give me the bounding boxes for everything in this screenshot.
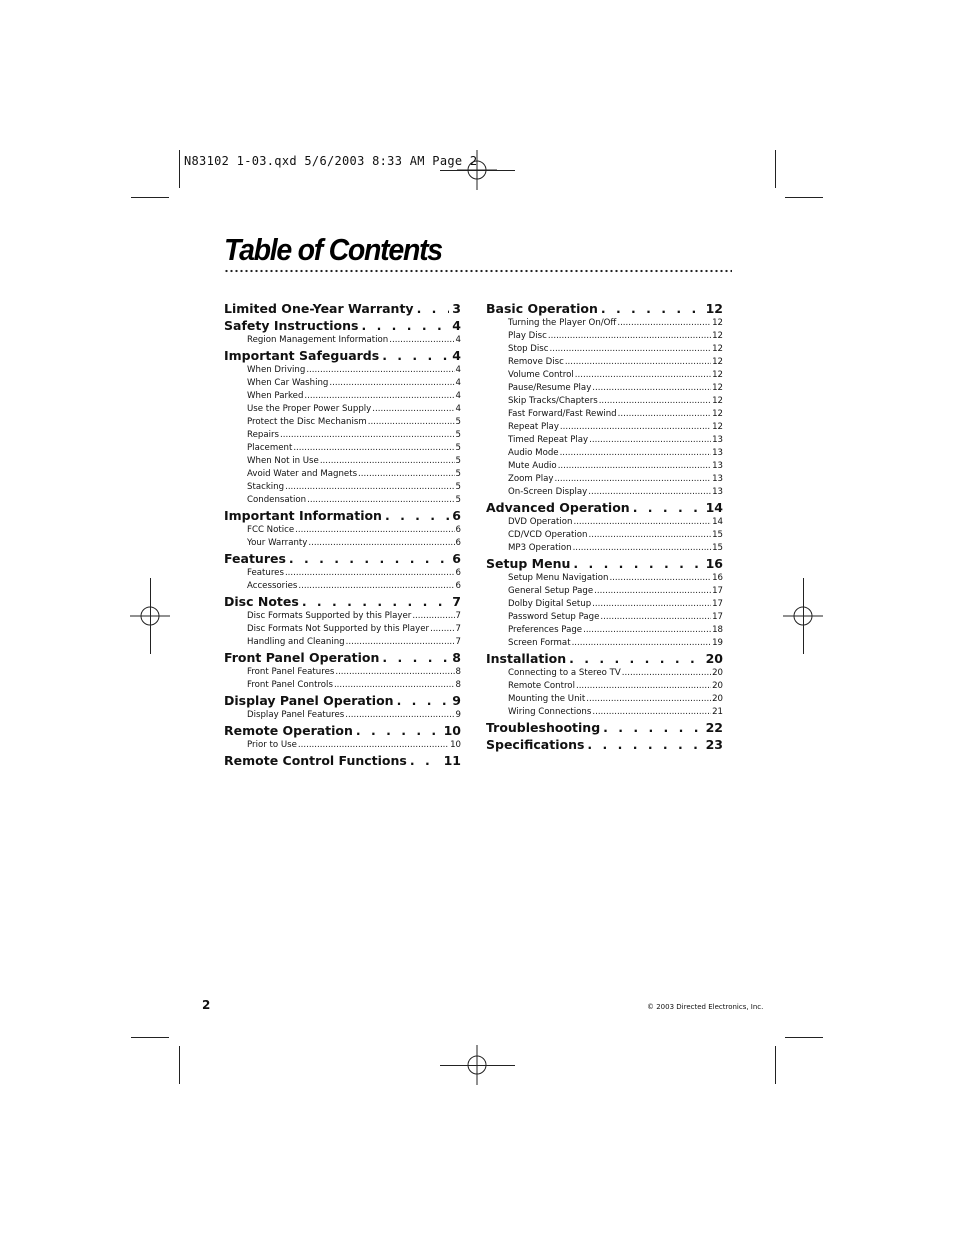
subentry-title: Volume Control xyxy=(508,370,574,380)
dot-leader xyxy=(599,395,711,408)
toc-subentry xyxy=(508,343,723,356)
subentry-page: 15 xyxy=(712,530,723,540)
dot-leader xyxy=(592,382,711,395)
subentry-page: 13 xyxy=(712,448,723,458)
toc-subentry xyxy=(247,442,461,455)
toc-section-entry xyxy=(224,692,461,709)
subentry-page: 4 xyxy=(455,391,461,401)
dot-leader xyxy=(609,572,711,585)
section-page: 6 xyxy=(452,551,461,566)
toc-subentry xyxy=(508,447,723,460)
toc-subentry xyxy=(508,421,723,434)
subentry-page: 13 xyxy=(712,474,723,484)
crop-mark xyxy=(131,1037,169,1038)
toc-subentry xyxy=(508,624,723,637)
subentry-title: Stop Disc xyxy=(508,344,549,354)
subentry-page: 5 xyxy=(455,417,461,427)
dot-leader xyxy=(280,429,455,442)
toc-subentry xyxy=(508,486,723,499)
subentry-title: Repairs xyxy=(247,430,279,440)
toc-subentry xyxy=(247,537,461,550)
subentry-title: Handling and Cleaning xyxy=(247,637,345,647)
subentry-title: Wiring Connections xyxy=(508,707,592,717)
subentry-page: 20 xyxy=(712,681,723,691)
dot-leader xyxy=(372,403,454,416)
section-title: Installation xyxy=(486,651,567,666)
toc-subentry xyxy=(508,330,723,343)
crop-mark xyxy=(179,1046,180,1084)
dot-leader xyxy=(594,585,711,598)
dot-leader xyxy=(298,580,454,593)
crop-mark xyxy=(803,578,804,654)
subentry-title: On-Screen Display xyxy=(508,487,588,497)
section-title: Limited One-Year Warranty xyxy=(224,301,414,316)
toc-subentry xyxy=(247,524,461,537)
toc-subentry xyxy=(247,679,461,692)
dot-leader xyxy=(618,408,711,421)
toc-subentry xyxy=(247,623,461,636)
section-title: Troubleshooting xyxy=(486,720,601,735)
toc-section-entry xyxy=(486,499,723,516)
subentry-title: Setup Menu Navigation xyxy=(508,573,609,583)
section-title: Advanced Operation xyxy=(486,500,630,515)
toc-subentry xyxy=(508,434,723,447)
subentry-title: Display Panel Features xyxy=(247,710,345,720)
dot-leader xyxy=(583,624,711,637)
dot-leader xyxy=(382,347,449,364)
dot-leader xyxy=(302,593,449,610)
dot-leader xyxy=(412,610,454,623)
toc-subentry xyxy=(508,667,723,680)
crop-mark xyxy=(440,170,515,171)
toc-subentry xyxy=(247,364,461,377)
subentry-title: Disc Formats Not Supported by this Player xyxy=(247,624,430,634)
dot-leader xyxy=(633,499,703,516)
subentry-page: 4 xyxy=(455,378,461,388)
dot-leader xyxy=(345,709,454,722)
toc-subentry xyxy=(247,416,461,429)
toc-section-entry xyxy=(486,555,723,572)
subentry-page: 7 xyxy=(455,624,461,634)
toc-section-entry xyxy=(224,317,461,334)
toc-section-entry xyxy=(486,650,723,667)
dot-leader xyxy=(356,722,441,739)
crop-mark xyxy=(785,197,823,198)
subentry-page: 6 xyxy=(455,538,461,548)
dot-leader xyxy=(306,364,454,377)
section-page: 4 xyxy=(452,318,461,333)
dot-leader xyxy=(410,752,441,769)
section-page: 10 xyxy=(443,723,461,738)
subentry-page: 5 xyxy=(455,482,461,492)
subentry-page: 6 xyxy=(455,525,461,535)
subentry-title: Avoid Water and Magnets xyxy=(247,469,358,479)
subentry-title: When Car Washing xyxy=(247,378,329,388)
subentry-title: Play Disc xyxy=(508,331,547,341)
toc-subentry xyxy=(508,369,723,382)
section-title: Important Information xyxy=(224,508,382,523)
dot-leader xyxy=(560,447,711,460)
dot-leader xyxy=(382,649,449,666)
dot-leader xyxy=(358,468,454,481)
subentry-title: Condensation xyxy=(247,495,307,505)
subentry-page: 4 xyxy=(455,404,461,414)
subentry-page: 13 xyxy=(712,435,723,445)
dot-leader xyxy=(346,636,455,649)
crop-mark xyxy=(775,1046,776,1084)
toc-subentry xyxy=(508,693,723,706)
subentry-title: Disc Formats Supported by this Player xyxy=(247,611,412,621)
toc-section-entry xyxy=(224,649,461,666)
subentry-page: 5 xyxy=(455,456,461,466)
dot-leader xyxy=(558,460,711,473)
dot-leader xyxy=(285,567,455,580)
toc-subentry xyxy=(508,572,723,585)
subentry-page: 12 xyxy=(712,331,723,341)
section-page: 6 xyxy=(452,508,461,523)
section-page: 8 xyxy=(452,650,461,665)
subentry-title: Prior to Use xyxy=(247,740,297,750)
dot-leader xyxy=(397,692,450,709)
toc-subentry xyxy=(247,455,461,468)
subentry-page: 12 xyxy=(712,383,723,393)
toc-subentry xyxy=(508,542,723,555)
toc-subentry xyxy=(247,739,461,752)
dot-leader xyxy=(576,680,711,693)
dot-leader xyxy=(589,529,712,542)
subentry-title: MP3 Operation xyxy=(508,543,572,553)
subentry-page: 20 xyxy=(712,668,723,678)
toc-subentry xyxy=(508,611,723,624)
toc-subentry xyxy=(247,567,461,580)
toc-right-column xyxy=(486,300,723,753)
subentry-title: Accessories xyxy=(247,581,298,591)
dot-leader xyxy=(588,486,711,499)
subentry-title: General Setup Page xyxy=(508,586,594,596)
dot-leader xyxy=(334,679,455,692)
dot-leader xyxy=(573,516,711,529)
dot-leader xyxy=(587,736,702,753)
toc-section-entry xyxy=(224,300,461,317)
dot-leader xyxy=(389,334,454,347)
subentry-page: 12 xyxy=(712,357,723,367)
section-page: 12 xyxy=(705,301,723,316)
subentry-title: Preferences Page xyxy=(508,625,583,635)
dot-leader xyxy=(592,706,711,719)
section-page: 14 xyxy=(705,500,723,515)
subentry-title: Placement xyxy=(247,443,293,453)
subentry-page: 5 xyxy=(455,469,461,479)
section-title: Front Panel Operation xyxy=(224,650,380,665)
subentry-title: DVD Operation xyxy=(508,517,573,527)
subentry-title: Skip Tracks/Chapters xyxy=(508,396,598,406)
subentry-page: 10 xyxy=(450,740,461,750)
subentry-page: 13 xyxy=(712,487,723,497)
dot-leader xyxy=(592,598,711,611)
section-title: Disc Notes xyxy=(224,594,299,609)
subentry-title: Connecting to a Stereo TV xyxy=(508,668,621,678)
dot-leader xyxy=(569,650,702,667)
crop-mark xyxy=(150,578,151,654)
dot-leader xyxy=(554,473,711,486)
dot-leader xyxy=(617,317,711,330)
subentry-title: Protect the Disc Mechanism xyxy=(247,417,367,427)
dot-leader xyxy=(622,667,711,680)
subentry-title: Fast Forward/Fast Rewind xyxy=(508,409,617,419)
toc-subentry xyxy=(508,585,723,598)
toc-subentry xyxy=(508,382,723,395)
subentry-page: 18 xyxy=(712,625,723,635)
toc-section-entry xyxy=(224,593,461,610)
toc-subentry xyxy=(508,317,723,330)
section-title: Features xyxy=(224,551,286,566)
subentry-page: 12 xyxy=(712,344,723,354)
subentry-page: 19 xyxy=(712,638,723,648)
toc-subentry xyxy=(247,334,461,347)
subentry-title: CD/VCD Operation xyxy=(508,530,588,540)
subentry-page: 14 xyxy=(712,517,723,527)
subentry-title: Pause/Resume Play xyxy=(508,383,592,393)
dot-leader xyxy=(549,343,711,356)
dot-leader xyxy=(329,377,454,390)
toc-subentry xyxy=(508,473,723,486)
subentry-title: Stacking xyxy=(247,482,285,492)
dot-leader xyxy=(573,542,711,555)
dot-leader xyxy=(368,416,455,429)
toc-subentry xyxy=(247,377,461,390)
copyright-notice: © 2003 Directed Electronics, Inc. xyxy=(647,1003,764,1011)
section-page: 11 xyxy=(443,753,461,768)
toc-subentry xyxy=(247,403,461,416)
toc-section-entry xyxy=(486,736,723,753)
section-title: Important Safeguards xyxy=(224,348,380,363)
dot-leader xyxy=(304,390,454,403)
toc-subentry xyxy=(508,408,723,421)
dot-leader xyxy=(575,369,711,382)
subentry-page: 7 xyxy=(455,611,461,621)
toc-subentry xyxy=(247,709,461,722)
slug-line: N83102 1-03.qxd 5/6/2003 8:33 AM Page 2 xyxy=(184,154,478,168)
subentry-page: 6 xyxy=(455,568,461,578)
toc-subentry xyxy=(508,356,723,369)
subentry-page: 21 xyxy=(712,707,723,717)
subentry-page: 13 xyxy=(712,461,723,471)
toc-subentry xyxy=(508,529,723,542)
dotted-rule xyxy=(224,269,732,273)
dot-leader xyxy=(430,623,454,636)
dot-leader xyxy=(417,300,450,317)
dot-leader xyxy=(601,300,703,317)
subentry-title: Remove Disc xyxy=(508,357,564,367)
subentry-title: Features xyxy=(247,568,284,578)
dot-leader xyxy=(560,421,711,434)
page-title: Table of Contents xyxy=(224,232,442,267)
subentry-title: Turning the Player On/Off xyxy=(508,318,617,328)
crop-mark xyxy=(440,1065,515,1066)
subentry-title: FCC Notice xyxy=(247,525,295,535)
section-page: 16 xyxy=(705,556,723,571)
subentry-title: Mounting the Unit xyxy=(508,694,586,704)
toc-section-entry xyxy=(224,550,461,567)
section-title: Basic Operation xyxy=(486,301,598,316)
toc-subentry xyxy=(508,598,723,611)
section-title: Remote Operation xyxy=(224,723,353,738)
toc-subentry xyxy=(247,666,461,679)
dot-leader xyxy=(572,637,712,650)
subentry-page: 5 xyxy=(455,443,461,453)
toc-left-column xyxy=(224,300,461,769)
dot-leader xyxy=(361,317,449,334)
subentry-page: 17 xyxy=(712,599,723,609)
subentry-title: Region Management Information xyxy=(247,335,389,345)
toc-subentry xyxy=(247,580,461,593)
dot-leader xyxy=(285,481,454,494)
toc-section-entry xyxy=(224,752,461,769)
subentry-title: When Not in Use xyxy=(247,456,319,466)
dot-leader xyxy=(603,719,702,736)
section-title: Specifications xyxy=(486,737,585,752)
subentry-title: Password Setup Page xyxy=(508,612,600,622)
toc-subentry xyxy=(247,494,461,507)
toc-subentry xyxy=(508,706,723,719)
subentry-page: 12 xyxy=(712,422,723,432)
page-number: 2 xyxy=(202,998,211,1012)
toc-subentry xyxy=(247,390,461,403)
subentry-page: 6 xyxy=(455,581,461,591)
dot-leader xyxy=(589,434,711,447)
toc-section-entry xyxy=(486,300,723,317)
subentry-page: 15 xyxy=(712,543,723,553)
subentry-page: 9 xyxy=(455,710,461,720)
section-page: 7 xyxy=(452,594,461,609)
crop-mark xyxy=(775,150,776,188)
toc-section-entry xyxy=(224,507,461,524)
subentry-title: Zoom Play xyxy=(508,474,554,484)
section-page: 22 xyxy=(705,720,723,735)
section-title: Safety Instructions xyxy=(224,318,359,333)
section-title: Display Panel Operation xyxy=(224,693,394,708)
subentry-title: Timed Repeat Play xyxy=(508,435,589,445)
toc-section-entry xyxy=(486,719,723,736)
subentry-page: 8 xyxy=(455,680,461,690)
dot-leader xyxy=(565,356,711,369)
subentry-page: 12 xyxy=(712,318,723,328)
dot-leader xyxy=(307,494,454,507)
section-page: 4 xyxy=(452,348,461,363)
dot-leader xyxy=(293,442,454,455)
section-title: Setup Menu xyxy=(486,556,571,571)
subentry-title: When Driving xyxy=(247,365,306,375)
section-page: 9 xyxy=(452,693,461,708)
subentry-page: 12 xyxy=(712,370,723,380)
crop-mark xyxy=(785,1037,823,1038)
dot-leader xyxy=(548,330,711,343)
toc-section-entry xyxy=(224,347,461,364)
dot-leader xyxy=(295,524,454,537)
subentry-page: 16 xyxy=(712,573,723,583)
dot-leader xyxy=(586,693,711,706)
dot-leader xyxy=(308,537,454,550)
dot-leader xyxy=(289,550,449,567)
dot-leader xyxy=(573,555,702,572)
toc-subentry xyxy=(247,468,461,481)
subentry-title: Screen Format xyxy=(508,638,571,648)
subentry-page: 12 xyxy=(712,409,723,419)
section-page: 20 xyxy=(705,651,723,666)
subentry-title: Remote Control xyxy=(508,681,575,691)
dot-leader xyxy=(298,739,449,752)
section-title: Remote Control Functions xyxy=(224,753,407,768)
subentry-page: 20 xyxy=(712,694,723,704)
section-page: 23 xyxy=(705,737,723,752)
subentry-page: 17 xyxy=(712,586,723,596)
subentry-page: 8 xyxy=(455,667,461,677)
subentry-title: Dolby Digital Setup xyxy=(508,599,592,609)
section-page: 3 xyxy=(452,301,461,316)
toc-subentry xyxy=(508,680,723,693)
toc-subentry xyxy=(508,516,723,529)
toc-subentry xyxy=(247,429,461,442)
toc-subentry xyxy=(508,637,723,650)
toc-subentry xyxy=(508,460,723,473)
subentry-page: 4 xyxy=(455,335,461,345)
subentry-title: Use the Proper Power Supply xyxy=(247,404,372,414)
subentry-title: Mute Audio xyxy=(508,461,557,471)
dot-leader xyxy=(385,507,449,524)
crop-mark xyxy=(179,150,180,188)
subentry-page: 5 xyxy=(455,495,461,505)
subentry-title: Front Panel Features xyxy=(247,667,335,677)
subentry-title: Front Panel Controls xyxy=(247,680,333,690)
toc-subentry xyxy=(247,636,461,649)
toc-subentry xyxy=(247,481,461,494)
subentry-title: Audio Mode xyxy=(508,448,559,458)
dot-leader xyxy=(320,455,455,468)
toc-subentry xyxy=(247,610,461,623)
toc-subentry xyxy=(508,395,723,408)
subentry-page: 4 xyxy=(455,365,461,375)
subentry-title: When Parked xyxy=(247,391,304,401)
subentry-page: 17 xyxy=(712,612,723,622)
subentry-page: 12 xyxy=(712,396,723,406)
subentry-page: 7 xyxy=(455,637,461,647)
dot-leader xyxy=(600,611,711,624)
toc-section-entry xyxy=(224,722,461,739)
dot-leader xyxy=(335,666,454,679)
subentry-page: 5 xyxy=(455,430,461,440)
subentry-title: Your Warranty xyxy=(247,538,308,548)
subentry-title: Repeat Play xyxy=(508,422,559,432)
crop-mark xyxy=(131,197,169,198)
